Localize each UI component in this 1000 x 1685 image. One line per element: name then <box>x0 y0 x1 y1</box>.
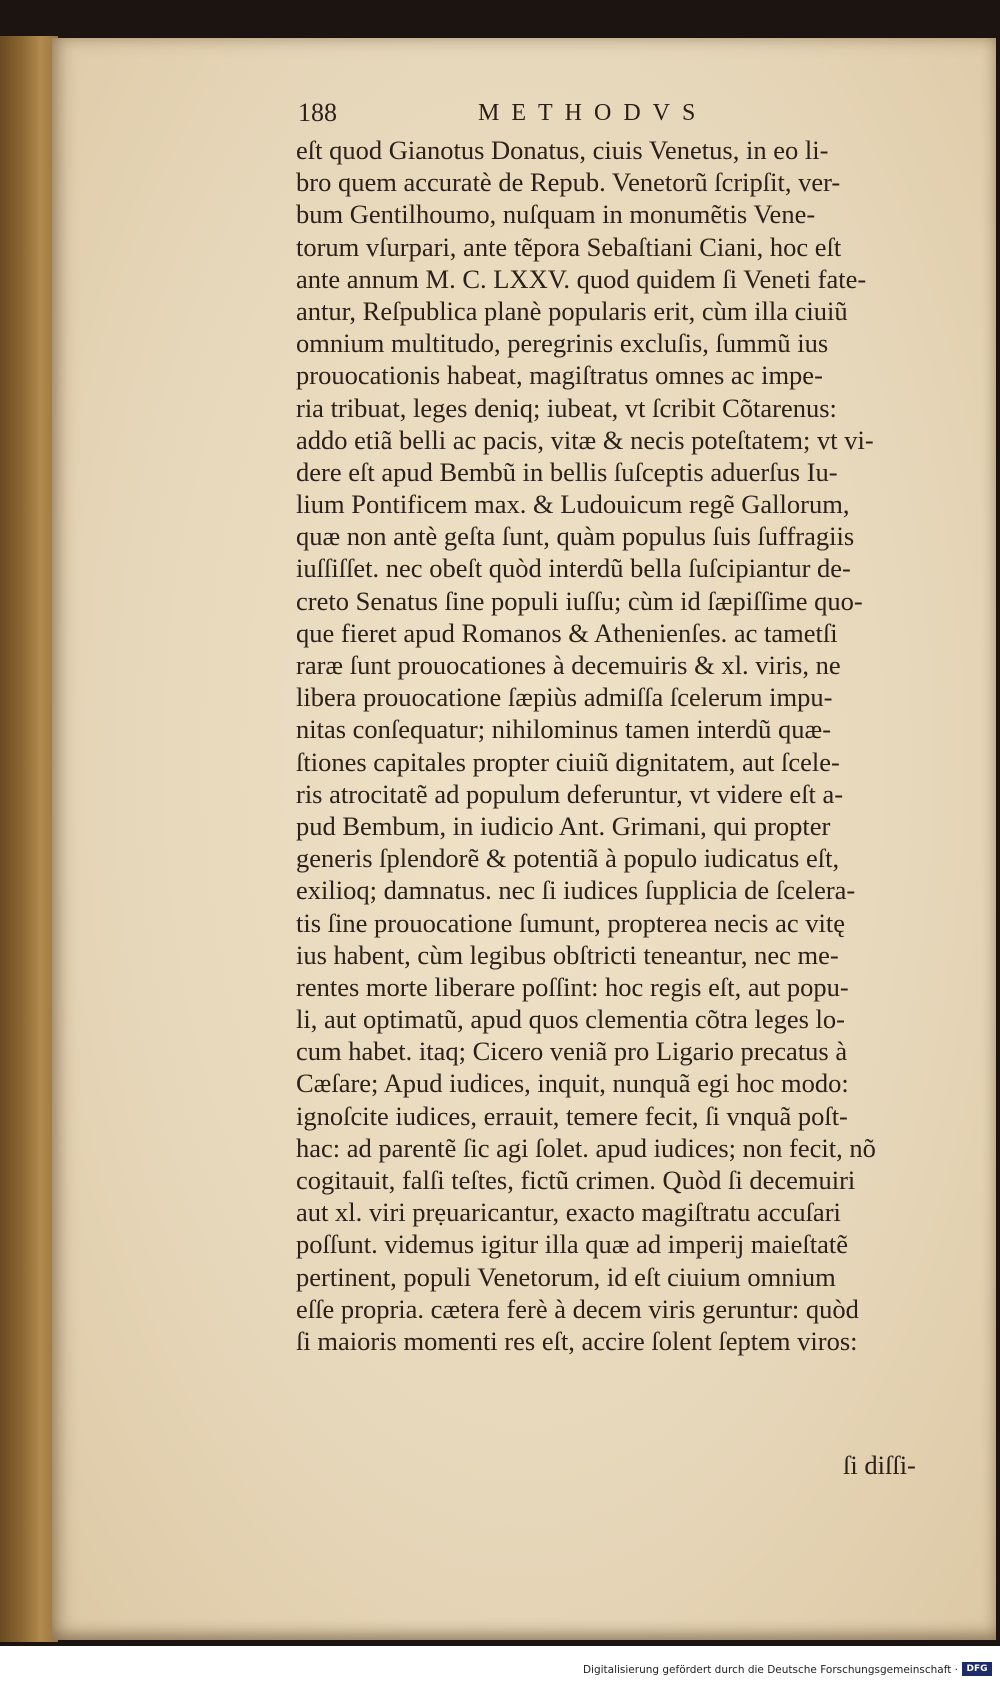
text-line: cogitauit, falſi teſtes, fictũ crimen. Quòd ſi decemuiri <box>296 1165 856 1195</box>
text-line: poſſunt. videmus igitur illa quæ ad imperij maieſtatẽ <box>296 1229 848 1260</box>
text-line: ante annum M. C. LXXV. quod quidem ſi Veneti fate- <box>296 263 867 294</box>
catchword: ſi diſſi- <box>843 1450 916 1480</box>
text-line: pud Bembum, in iudicio Ant. Grimani, qui propter <box>296 810 831 841</box>
text-line: exilioq; damnatus. nec ſi iudices ſupplicia de ſcelera- <box>296 875 856 906</box>
text-line: libera prouocatione ſæpiùs admiſſa ſcelerum impu- <box>296 682 833 713</box>
funding-credit: Digitalisierung gefördert durch die Deutsche Forschungsgemeinschaft · <box>582 1664 958 1676</box>
text-line: antur, Reſpublica planè popularis erit, cùm illa ciuiũ <box>296 295 848 326</box>
text-line: lium Pontificem max. & Ludouicum regẽ Gallorum, <box>296 489 850 520</box>
text-line: ris atrocitatẽ ad populum deferuntur, vt videre eſt a- <box>296 778 844 809</box>
page-header <box>298 98 758 138</box>
folio-number: 188 <box>298 98 337 127</box>
text-line: generis ſplendorẽ & potentiã à populo iudicatus eſt, <box>296 843 840 874</box>
text-line: iuſſiſſet. nec obeſt quòd interdũ bella ſuſcipiantur de- <box>296 553 851 584</box>
text-line: hac: ad parentẽ ſic agi ſolet. apud iudices; non fecit, nõ <box>296 1132 876 1163</box>
text-line: creto Senatus ſine populi iuſſu; cùm id ſæpiſſime quo- <box>296 585 863 616</box>
dfg-logo-icon: DFG <box>962 1662 992 1676</box>
text-line: pertinent, populi Venetorum, id eſt ciuium omnium <box>296 1261 836 1292</box>
text-line: omnium multitudo, peregrinis excluſis, ſummũ ius <box>296 328 829 359</box>
text-line: aut xl. viri prẹuaricantur, exacto magiſtratu accuſari <box>296 1197 841 1228</box>
text-line: quæ non antè geſta ſunt, quàm populus ſuis ſuffragiis <box>296 521 855 552</box>
text-line: que fieret apud Romanos & Athenienſes. ac tametſi <box>296 617 838 648</box>
text-line: eſſe propria. cætera ferè à decem viris geruntur: quòd <box>296 1293 859 1324</box>
text-line: nitas conſequatur; nihilominus tamen interdũ quæ- <box>296 714 832 745</box>
text-line: cum habet. itaq; Cicero veniã pro Ligario precatus à <box>296 1036 848 1067</box>
text-line: rentes morte liberare poſſint: hoc regis eſt, aut popu- <box>296 971 849 1002</box>
text-line: torum vſurpari, ante tẽpora Sebaſtiani Ciani, hoc eſt <box>296 231 842 262</box>
text-line: Cæſare; Apud iudices, inquit, nunquã egi hoc modo: <box>296 1068 849 1099</box>
text-line: prouocationis habeat, magiſtratus omnes ac impe- <box>296 360 823 391</box>
body-text <box>296 134 936 1357</box>
text-line: addo etiã belli ac pacis, vitæ & necis poteſtatem; vt vi- <box>296 424 874 455</box>
text-line: ignoſcite iudices, errauit, temere fecit, ſi vnquã poſt- <box>296 1100 848 1131</box>
text-line: li, aut optimatũ, apud quos clementia cõtra leges lo- <box>296 1004 845 1035</box>
running-head: METHODVS <box>478 100 708 126</box>
text-line: ſtiones capitales propter ciuiũ dignitatem, aut ſcele- <box>296 746 840 777</box>
text-line: ſi maioris momenti res eſt, accire ſolent ſeptem viros: <box>296 1325 858 1356</box>
book-spine-edge <box>0 36 58 1642</box>
text-line: tis ſine prouocatione ſumunt, propterea necis ac vitę <box>296 907 845 938</box>
text-line: ius habent, cùm legibus obſtricti teneantur, nec me- <box>296 939 839 970</box>
text-line: bum Gentilhoumo, nuſquam in monumẽtis Vene- <box>296 199 816 230</box>
text-line: dere eſt apud Bembũ in bellis ſuſceptis aduerſus Iu- <box>296 456 838 487</box>
text-line: eſt quod Gianotus Donatus, ciuis Venetus, in eo li- <box>296 135 829 165</box>
text-line: raræ ſunt prouocationes à decemuiris & xl. viris, ne <box>296 650 841 680</box>
text-line: bro quem accuratè de Repub. Venetorũ ſcripſit, ver- <box>296 167 841 198</box>
text-line: ria tribuat, leges deniq; iubeat, vt ſcribit Cõtarenus: <box>296 392 837 423</box>
